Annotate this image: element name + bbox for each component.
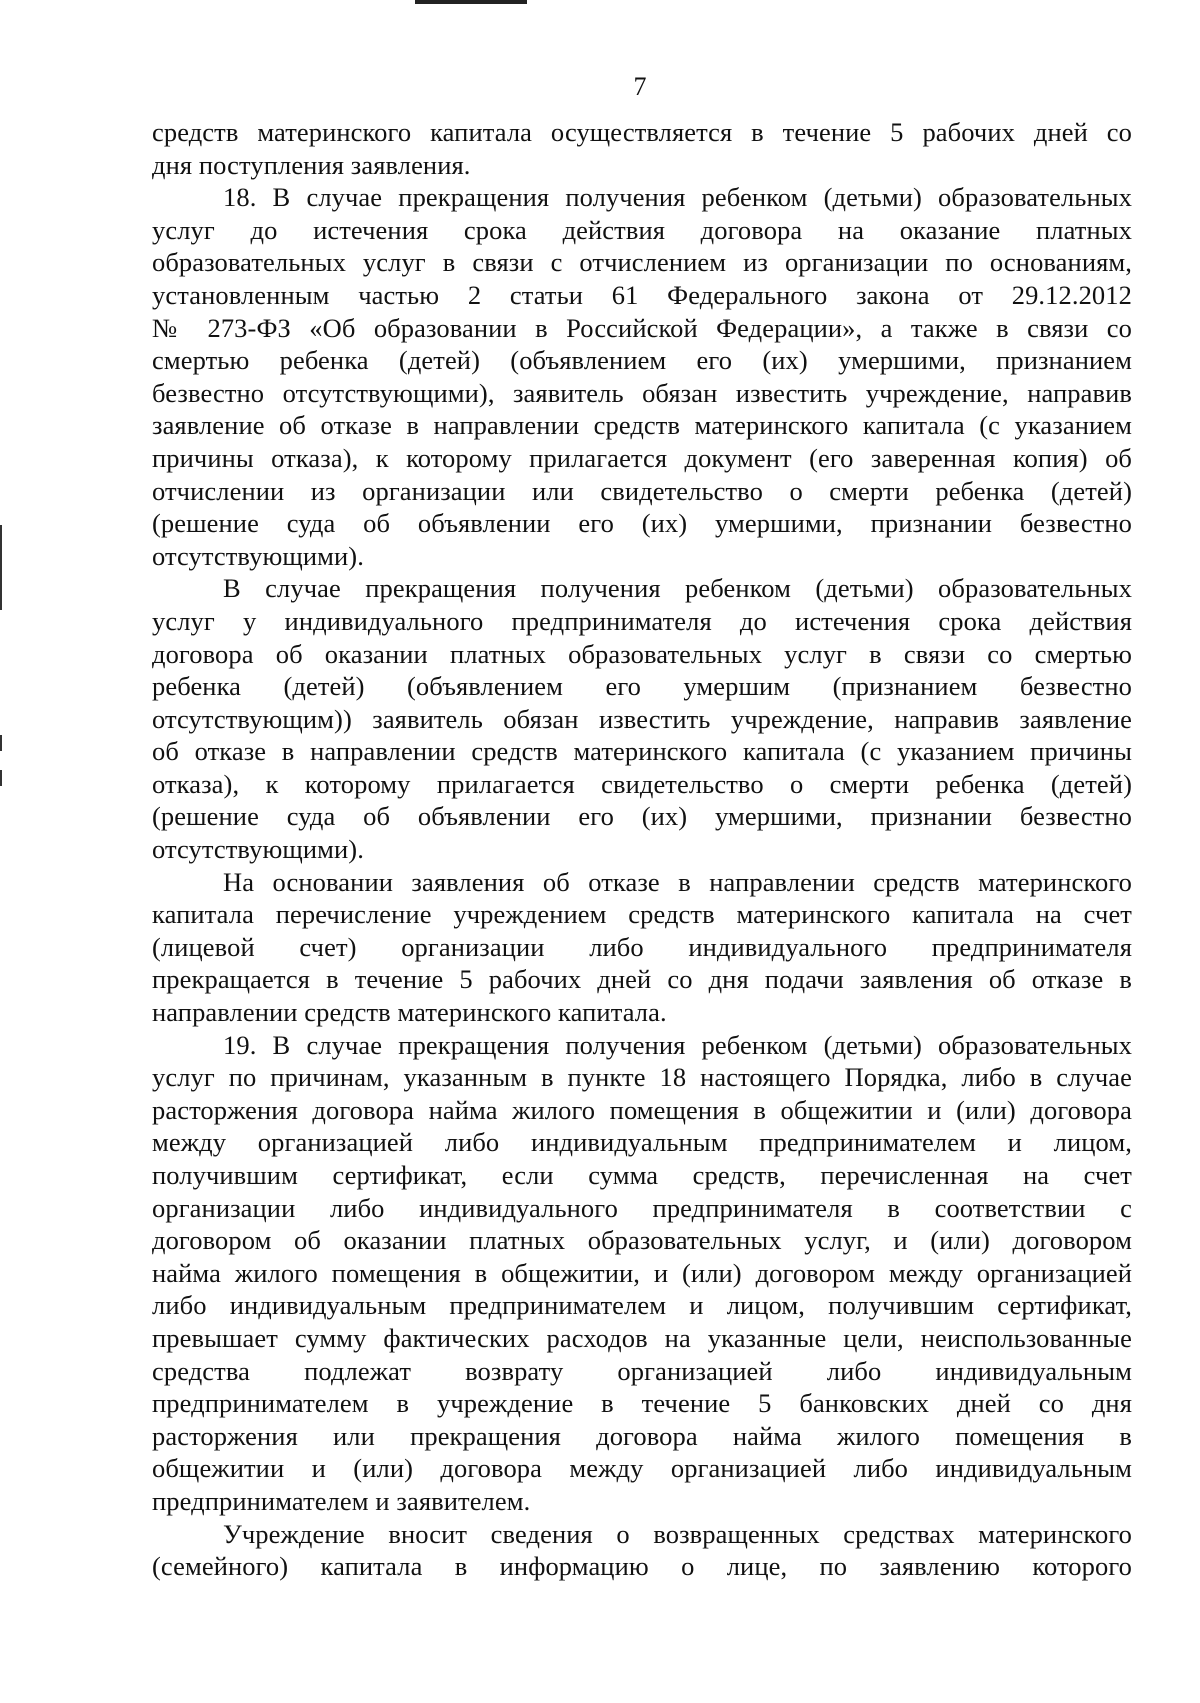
text-line: (решение суда об объявлении его (их) умершими, признании безвестно xyxy=(152,801,1132,832)
text-line: услуг по причинам, указанным в пункте 18 настоящего Порядка, либо в случае xyxy=(152,1062,1132,1093)
text-line: либо индивидуальным предпринимателем и лицом, получившим сертификат, xyxy=(152,1290,1132,1321)
text-line: (решение суда об объявлении его (их) умершими, признании безвестно xyxy=(152,508,1132,539)
text-line: отчислении из организации или свидетельство о смерти ребенка (детей) xyxy=(152,475,1132,506)
text-line: услуг у индивидуального предпринимателя до истечения срока действия xyxy=(152,605,1132,636)
scan-edge-mark xyxy=(0,770,2,786)
text-line: (лицевой счет) организации либо индивидуального предпринимателя xyxy=(152,931,1132,962)
scan-edge-mark xyxy=(0,525,2,610)
text-line: (семейного) капитала в информацию о лице, по заявлению которого xyxy=(152,1551,1132,1582)
text-line: заявление об отказе в направлении средств материнского капитала (с указанием xyxy=(152,410,1132,441)
text-line: договором об оказании платных образовательных услуг, и (или) договором xyxy=(152,1225,1132,1256)
text-line: 18. В случае прекращения получения ребенком (детьми) образовательных xyxy=(223,182,1132,213)
top-edge-rule xyxy=(415,0,527,4)
text-line: получившим сертификат, если сумма средств, перечисленная на счет xyxy=(152,1160,1132,1190)
paragraph xyxy=(152,116,1132,181)
text-line: отказа), к которому прилагается свидетельство о смерти ребенка (детей) xyxy=(152,768,1132,799)
text-line: расторжения или прекращения договора найма жилого помещения в xyxy=(152,1420,1132,1451)
text-line: На основании заявления об отказе в направлении средств материнского xyxy=(223,866,1132,897)
paragraph xyxy=(152,181,1132,572)
text-line: предпринимателем в учреждение в течение 5 банковских дней со дня xyxy=(152,1388,1132,1419)
text-line: превышает сумму фактических расходов на указанные цели, неиспользованные xyxy=(152,1322,1132,1353)
text-line: 19. В случае прекращения получения ребенком (детьми) образовательных xyxy=(223,1029,1132,1060)
text-line: № 273-ФЗ «Об образовании в Российской Федерации», а также в связи со xyxy=(152,312,1132,343)
document-body xyxy=(152,116,1132,1583)
text-line: Учреждение вносит сведения о возвращенных средствах материнского xyxy=(223,1518,1132,1549)
text-line: безвестно отсутствующими), заявитель обязан известить учреждение, направив xyxy=(152,377,1132,408)
text-line: отсутствующими). xyxy=(152,540,364,571)
text-line: средства подлежат возврату организацией либо индивидуальным xyxy=(152,1355,1132,1386)
text-line: расторжения договора найма жилого помещения в общежитии и (или) договора xyxy=(152,1094,1132,1125)
text-line: предпринимателем и заявителем. xyxy=(152,1485,531,1516)
paragraph xyxy=(152,1029,1132,1518)
text-line: ребенка (детей) (объявлением его умершим (признанием безвестно xyxy=(152,671,1132,702)
text-line: причины отказа), к которому прилагается документ (его заверенная копия) об xyxy=(152,442,1132,473)
text-line: дня поступления заявления. xyxy=(152,149,471,180)
page-number: 7 xyxy=(633,72,647,101)
text-line: отсутствующими). xyxy=(152,834,364,865)
text-line: договора об оказании платных образовательных услуг в связи со смертью xyxy=(152,638,1132,669)
text-line: В случае прекращения получения ребенком (детьми) образовательных xyxy=(223,573,1132,604)
text-line: отсутствующим)) заявитель обязан известить учреждение, направив заявление xyxy=(152,703,1132,734)
text-line: найма жилого помещения в общежитии, и (или) договором между организацией xyxy=(152,1257,1132,1288)
text-line: об отказе в направлении средств материнского капитала (с указанием причины xyxy=(152,736,1132,767)
text-line: между организацией либо индивидуальным предпринимателем и лицом, xyxy=(152,1127,1132,1158)
text-line: установленным частью 2 статьи 61 Федерального закона от 29.12.2012 xyxy=(152,279,1132,310)
text-line: смертью ребенка (детей) (объявлением его (их) умершими, признанием xyxy=(152,345,1132,376)
paragraph xyxy=(152,572,1132,865)
text-line: общежитии и (или) договора между организацией либо индивидуальным xyxy=(152,1453,1132,1484)
paragraph xyxy=(152,866,1132,1029)
text-line: прекращается в течение 5 рабочих дней со дня подачи заявления об отказе в xyxy=(152,964,1132,995)
text-line: услуг до истечения срока действия договора на оказание платных xyxy=(152,214,1132,245)
text-line: капитала перечисление учреждением средств материнского капитала на счет xyxy=(152,899,1132,930)
text-line: организации либо индивидуального предпринимателя в соответствии с xyxy=(152,1192,1132,1223)
text-line: образовательных услуг в связи с отчислением из организации по основаниям, xyxy=(152,247,1132,278)
paragraph xyxy=(152,1518,1132,1583)
text-line: средств материнского капитала осуществляется в течение 5 рабочих дней со xyxy=(152,117,1132,147)
text-line: направлении средств материнского капитала. xyxy=(152,997,667,1028)
scan-edge-mark xyxy=(0,735,2,751)
